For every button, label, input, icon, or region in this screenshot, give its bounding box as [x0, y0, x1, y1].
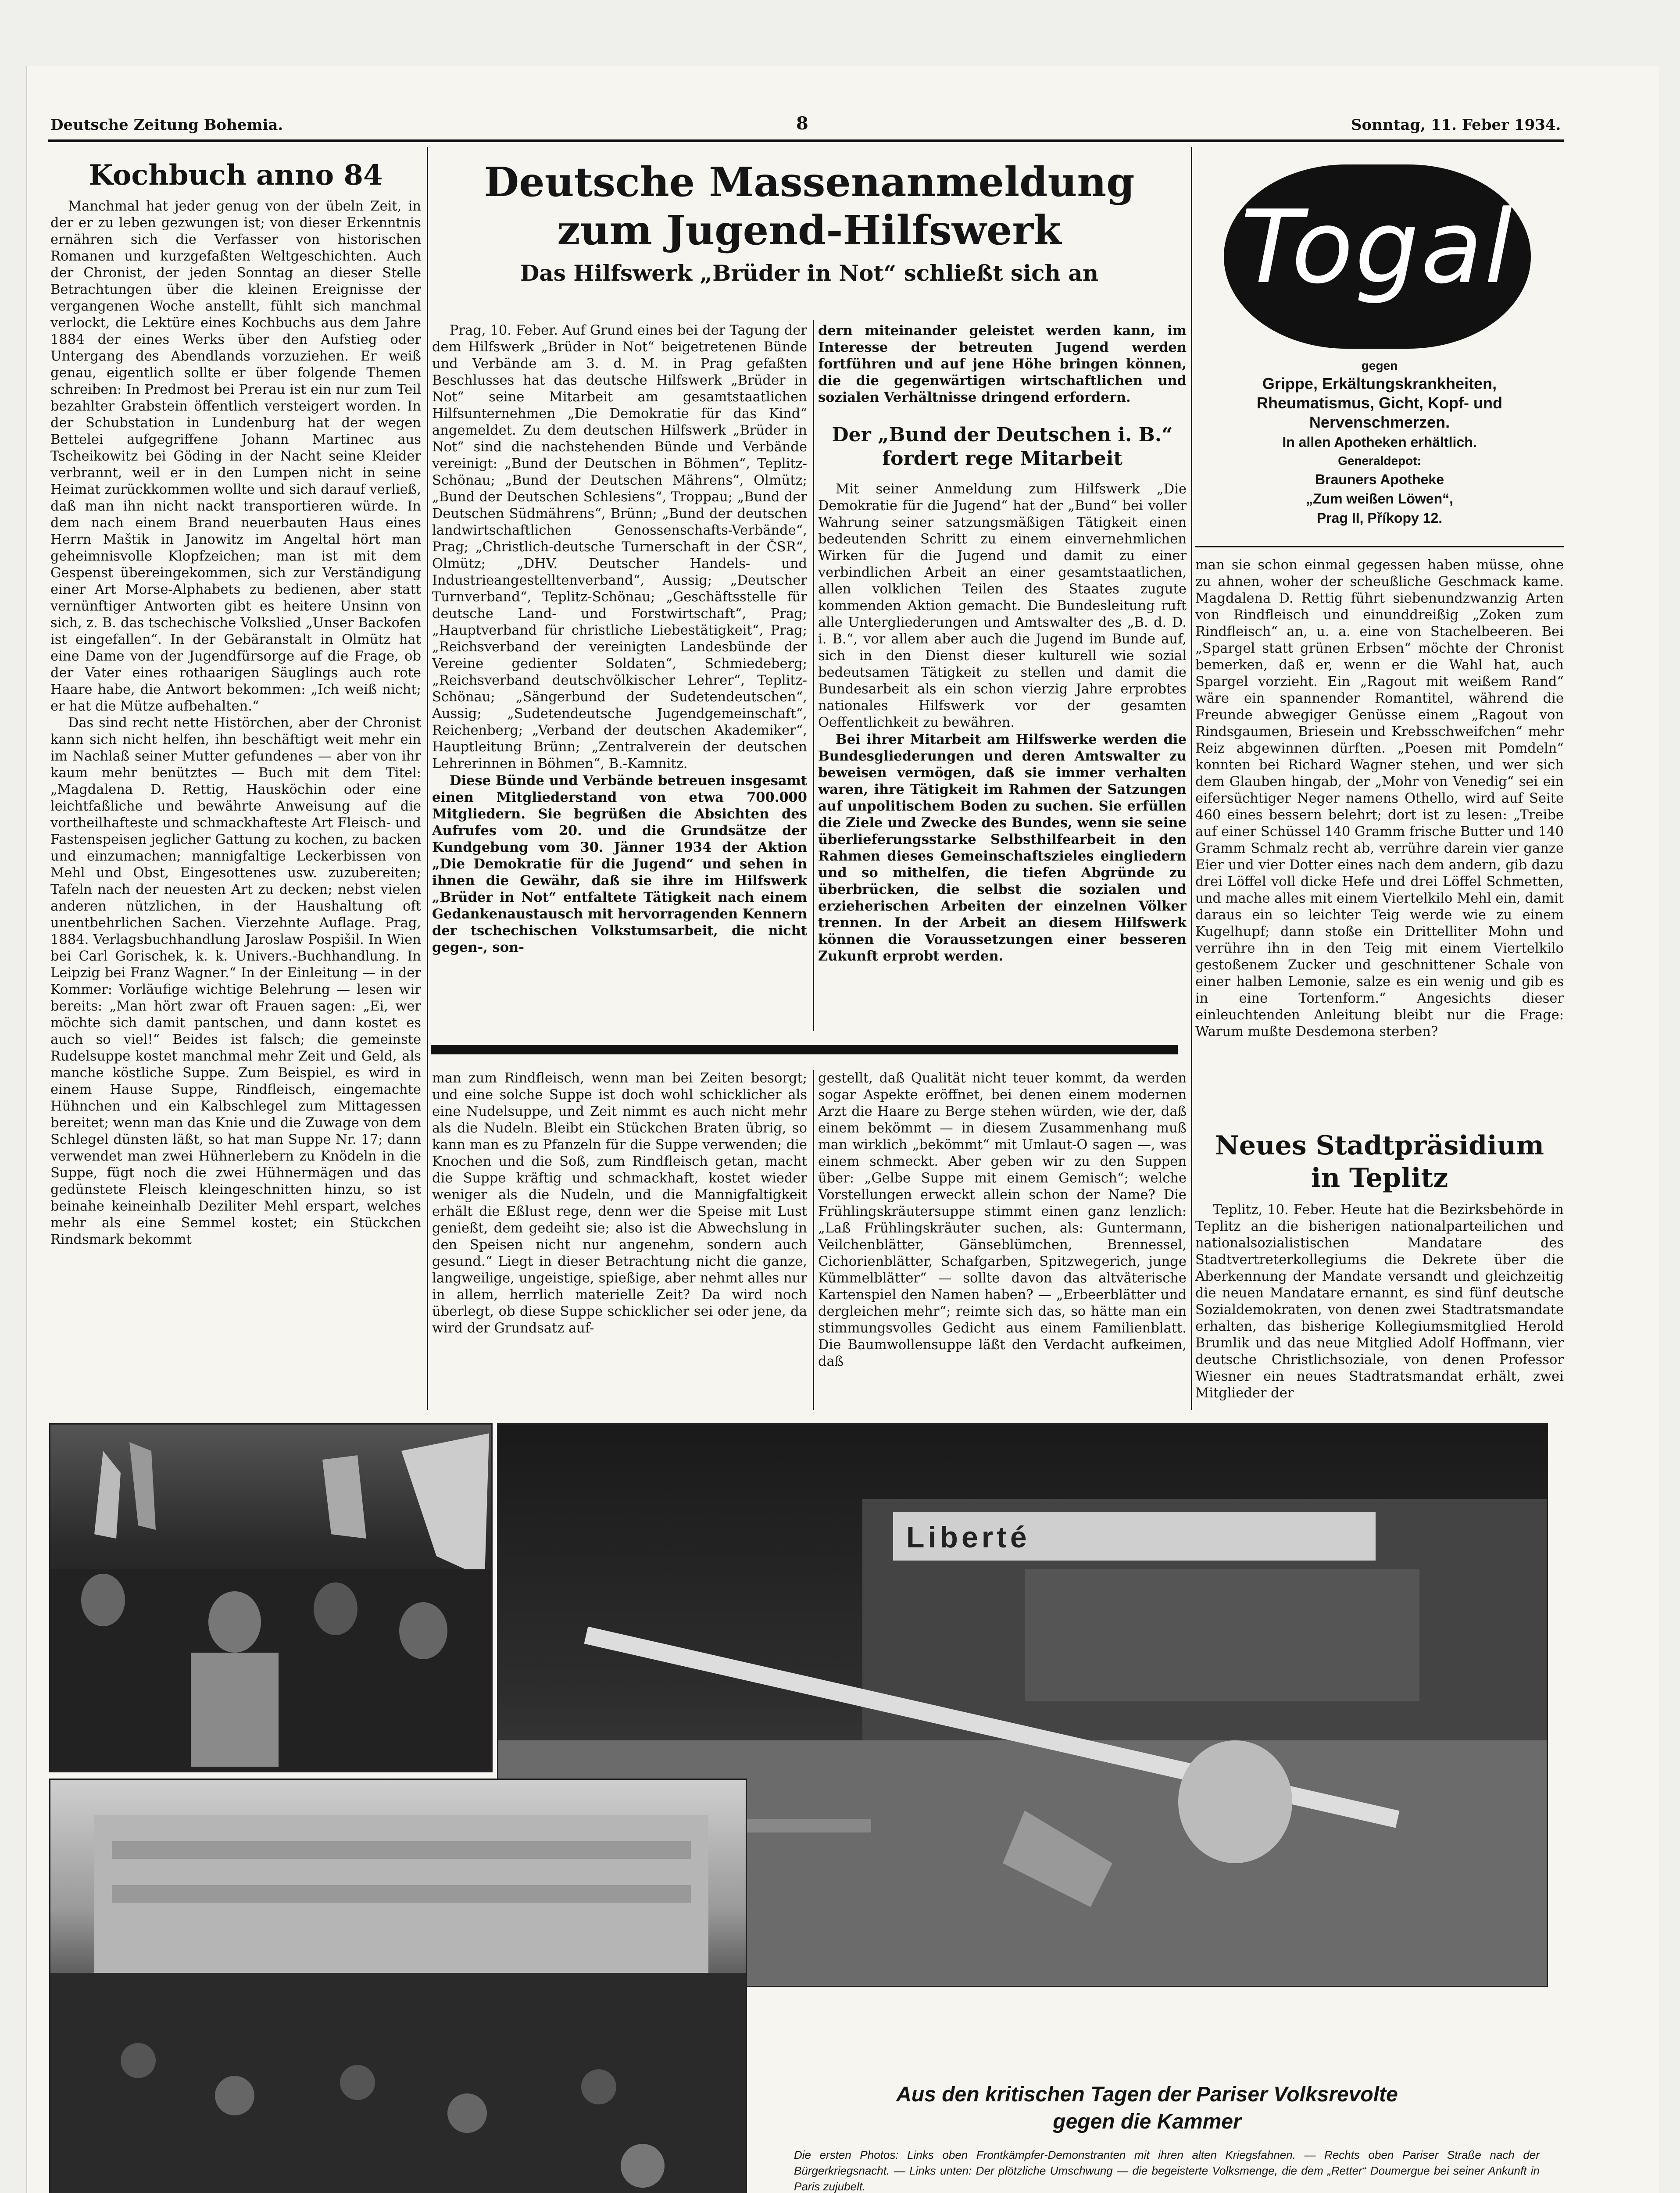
article-divider-bar	[431, 1045, 1178, 1054]
massen-column-2	[818, 322, 1187, 1042]
teplitz-title-2: in Teplitz	[1311, 1163, 1448, 1193]
bund-text-2: Bei ihrer Mitarbeit am Hilfswerke werden die Bundesgliederungen und deren Amtswalter zu beweisen vermögen, daß sie immer verhalten waren, ihre Tätigkeit im Rahmen der Satzungen auf unpolitischem Boden zu suchen. Sie erfüllen die Ziele und Zwecke des Bundes, wenn sie seine überlieferungsstarke Selbsthilfearbeit in den Rahmen dieses Gemeinschaftszieles eingliedern und so mithelfen, die tiefen Abgründe zu überbrücken, die selbst die sozialen und erzieherischen Arbeiten der einzelnen Völker trennen. In der Arbeit an diesem Hilfswerk können die Voraussetzungen einer besseren Zukunft erprobt werden.	[818, 732, 1187, 964]
massen-column-1	[432, 322, 807, 1042]
ad-line: Prag II, Příkopy 12.	[1316, 510, 1443, 526]
massen-title-2: zum Jugend-Hilfswerk	[557, 207, 1062, 254]
liberte-sign: Liberté	[906, 1521, 1030, 1554]
massen-title-1: Deutsche Massenanmeldung	[484, 158, 1135, 206]
photo-caption-title	[754, 2081, 1540, 2136]
teplitz-article	[1195, 1202, 1564, 1410]
header-rule	[48, 139, 1564, 142]
ad-line: Nervenschmerzen.	[1309, 413, 1450, 431]
kochbuch-continued-2	[818, 1070, 1187, 1410]
kochbuch-title: Kochbuch anno 84	[89, 159, 383, 192]
ad-line: Generaldepot:	[1338, 454, 1421, 468]
togal-brand: Togal	[1240, 189, 1514, 306]
togal-ad-text	[1195, 357, 1564, 528]
kochbuch-text-2: Das sind recht nette Histörchen, aber der Chronist kann sich nicht helfen, ihn beschäftigt weit mehr ein im Nachlaß seiner Mutter gefundenes — aber von ihr kaum mehr benütztes — Buch mit dem Titel: „Magdalena D. Rettig, Hausköchin oder eine leichtfaßliche und bewährte Anweisung auf die vortheilhafteste und schmackhafteste Art Fleisch- und Fastenspeisen jeglicher Gattung zu kochen, zu backen und einzumachen; mannigfaltige Leckerbissen von Mehl und Obst, Eingesottenes usw. zuzubereiten; Tafeln nach der neuesten Art zu decken; nebst vielen anderen nützlichen, in der Haushaltung oft unentbehrlichen Sachen. Vierzehnte Auflage. Prag, 1884. Verlagsbuchhandlung Jaroslaw Pospišil. In Wien bei Carl Gorischek, k. k. Univers.-Buchhandlung. In Leipzig bei Franz Wagner.“ In der Einleitung — in der Kommer: Vorläufige wichtige Belehrung — lesen wir bereits: „Man hört zwar oft Frauen sagen: „Ei, wer möchte sich damit pantschen, und dann kostet es auch so viel!“ Beides ist falsch; die gemeinste Rudelsuppe kostet manchmal mehr Zeit und Geld, als manche köstliche Suppe. Zum Beispiel, es wird in einem Hause Suppe, Rindfleisch, eingemachte Hühnchen und ein Kalbschlegel zum Mittagessen bereitet; wenn man das Knie und die Zuwage von dem Schlegel dünsten läßt, so hat man Suppe Nr. 17; dann verwendet man zwei Hühnerlebern zu Knödeln in die Suppe, fügt noch die zwei Hühnermägen und das gedünstete Fleisch kleingeschnitten hinzu, so ist beinahe keineinhalb Deziliter Mehl erspart, welches mehr als eine Semmel kostet; ein Stückchen Rindsmark bekommt	[50, 715, 421, 1247]
ad-line: Brauners Apotheke	[1315, 471, 1444, 487]
ad-line: gegen	[1361, 359, 1398, 372]
bund-subtitle-1: Der „Bund der Deutschen i. B.“	[832, 424, 1173, 446]
massen-text-1b: Diese Bünde und Verbände betreuen insgesamt einen Mitgliederstand von etwa 700.000 Mitgliedern. Sie begrüßen die Absichten des Aufrufes vom 20. und die Grundsätze der Kundgebung vom 30. Jänner 1934 der Aktion „Die Demokratie für die Jugend“ und sehen in ihnen die Gewähr, daß sie ihre im Hilfswerk „Brüder in Not“ entfaltete Tätigkeit nach einem Gedankenaustausch mit hervorragenden Kennern der tschechischen Volkstumsarbeit, die nicht gegen-, son-	[432, 773, 807, 955]
bund-subtitle-2: fordert rege Mitarbeit	[882, 447, 1122, 470]
ad-line: In allen Apotheken erhältlich.	[1282, 434, 1477, 450]
ad-line: „Zum weißen Löwen“,	[1305, 491, 1453, 507]
kochbuch-cont-text-1: man zum Rindfleisch, wenn man bei Zeiten besorgt; und eine solche Suppe ist doch wohl schicklicher als eine Nudelsuppe, und Zeit nimmt es auch nicht mehr als die Nudeln. Bleibt ein Stückchen Braten übrig, so kann man es zu Pfanzeln für die Suppe verwenden; die Knochen und die Soß, zum Rindfleisch getan, macht die Suppe kräftig und schmackhaft, kostet wieder weniger als die Nudeln, und die Mannigfaltigkeit erhält die Eßlust rege, denn wer die Speise mit Lust genießt, dem gedeiht sie; also ist die Abwechslung in den Speisen nicht nur angenehm, sondern auch gesund.“ Liegt in dieser Betrachtung nicht die ganze, langweilige, ungeistige, spießige, aber nehmt alles nur in allem, herrlich materielle Zeit? Da wird noch überlegt, ob diese Suppe schicklicher sei oder jene, da wird der Grundsatz auf-	[432, 1071, 807, 1336]
kochbuch-continued-3	[1195, 557, 1564, 1107]
issue-date: Sonntag, 11. Feber 1934.	[1351, 116, 1561, 134]
photo-caption-text: Die ersten Photos: Links oben Frontkämpfer-Demonstranten mit ihren alten Kriegsfahnen. — Rechts oben Pariser Straße nach der Bürgerkriegsnacht. — Links unten: Der plötzliche Umschwung — die begeisterte Volksmenge, die dem „Retter“ Doumergue bei seiner Ankunft in Paris zujubelt.	[794, 2148, 1540, 2193]
ad-line: Rheumatismus, Gicht, Kopf- und	[1256, 394, 1502, 412]
column-rule	[427, 147, 428, 1410]
teplitz-headline	[1195, 1129, 1564, 1194]
column-rule	[813, 320, 814, 1031]
kochbuch-article	[50, 158, 421, 1412]
massen-subtitle: Das Hilfswerk „Brüder in Not“ schließt sich an	[520, 260, 1099, 286]
column-rule	[1191, 147, 1192, 1410]
teplitz-text: Teplitz, 10. Feber. Heute hat die Bezirksbehörde in Teplitz an die bisherigen nationalparteilichen und nationalsozialistischen Mandatare des Stadtvertreterkollegiums die Dekrete über die Aberkennung der Mandate versandt und gleichzeitig die neuen Mandatare ernannt, es sind fünf deutsche Sozialdemokraten, von denen zwei Stadtratsmandate erhalten, das bisherige Kollegiumsmitglied Herold Brumlik und das neue Mitglied Adolf Hoffmann, vier deutsche Christlichsoziale, von denen Professor Wiesner ein neues Stadtratsmandat erhält, zwei Mitglieder der	[1195, 1202, 1564, 1401]
photo-crowd	[49, 1779, 747, 2193]
ad-line: Grippe, Erkältungskrankheiten,	[1262, 375, 1497, 393]
teplitz-title-1: Neues Stadtpräsidium	[1215, 1130, 1544, 1161]
photo-flag-demonstrators	[49, 1423, 493, 1772]
kochbuch-cont-text-2: gestellt, daß Qualität nicht teuer kommt, da werden sogar Aspekte eröffnet, bei denen einem modernen Arzt die Haare zu Berge stehen würden, wie der, daß einem bekömmt — in diesem Zusammenhang muß man wirklich „bekömmt“ mit Umlaut-O sagen —, was einem schmeckt. Aber geben wir zu den Suppen über: „Gelbe Suppe mit einem Gemisch“; welche Vorstellungen erweckt allein schon der Name? Die Frühlingskräutersuppe stimmt einen ganz lenzlich: „Laß Frühlingskräuter suchen, als: Guntermann, Veilchenblätter, Gänseblümchen, Brennessel, Cichorienblätter, Schafgarben, Spitzwegerich, junge Kümmelblätter“ — sollte davon das altväterische Kartenspiel den Namen haben? — „Erbeerblätter und dergleichen mehr“; reimte sich das, so hätte man ein stimmungsvolles Gedicht aus einem Familienblatt. Die Baumwollensuppe läßt den Verdacht aufkeimen, daß	[818, 1071, 1187, 1369]
page-number: 8	[796, 113, 808, 134]
kochbuch-text: Manchmal hat jeder genug von der übeln Zeit, in der er zu leben gezwungen ist; von dieser Erkenntnis ernähren sich die Verfasser von historischen Romanen und kurzgefaßten Weltgeschichten. Auch der Chronist, der jeden Sonntag an dieser Stelle Betrachtungen über die kleinen Ereignisse der vergangenen Woche anstellt, fühlt sich manchmal verlockt, die Lektüre eines Kochbuchs aus dem Jahre 1884 der eines Werks über den Aufstieg oder Untergang des Abendlands vorzuziehen. Er weiß genau, eigentlich sollte er über folgende Themen schreiben: In Predmost bei Prerau ist ein nur zum Teil bezahlter Grabstein öffentlich versteigert worden. In der Schubstation in Lundenburg hat der wegen Bettelei aufgegriffene Johann Martinec aus Tscheikowitz bei Göding in der Nacht seine Kleider verbrannt, weil er in den Lumpen nicht in seine Heimat zurückkommen wollte und sich darauf verließ, daß man ihn nicht nackt transportieren würde. In dem nach einem Brand neuerbauten Haus eines Herrn Maštik in Janowitz im Angeltal hört man geheimnisvolle Klopfzeichen; man ist mit dem Gespenst übereingekommen, sich zur Verständigung einer Art Morse-Alphabets zu bedienen, aber statt vernünftiger Antworten gibt es heitere Unsinn von sich, z. B. das tschechische Volkslied „Unser Backofen ist eingefallen“. In der Gebäranstalt in Olmütz hat eine Dame von der Jugendfürsorge auf die Frage, ob der Vater eines rothaarigen Säuglings auch rote Haare habe, die Antwort bekommen: „Ich weiß nicht; er hat die Mütze aufbehalten.“	[50, 199, 421, 714]
column-rule	[813, 1070, 814, 1410]
togal-logo	[1224, 164, 1531, 349]
massen-text-2: dern miteinander geleistet werden kann, im Interesse der betreuten Jugend werden fortführen und auf jene Höhe bringen können, die die gegenwärtigen wirtschaftlichen und sozialen Verhältnisse dringend erfordern.	[818, 323, 1187, 405]
paper-name: Deutsche Zeitung Bohemia.	[50, 116, 283, 134]
bund-text-1: Mit seiner Anmeldung zum Hilfswerk „Die Demokratie für die Jugend“ hat der „Bund“ bei voller Wahrung seiner satzungsmäßigen Tätigkeit einen bedeutenden Schritt zu einem einvernehmlichen Wirken für die Jugend und damit zu einer verbindlichen Arbeit an einer gesamtstaatlichen, allen volklichen Teilen des Staates zugute kommenden Aktion gemacht. Die Bundesleitung ruft alle Untergliederungen und Amtswalter des „B. d. D. i. B.“, vor allem aber auch die Jugend im Bunde auf, sich in den Dienst dieser kulturell wie sozial bedeutsamen Tätigkeit zu stellen und damit die Bundesarbeit als ein schon vierzig Jahre erprobtes nationales Hilfswerk vor der gesamten Oeffentlichkeit zu bewähren.	[818, 482, 1187, 730]
massen-text-1: Prag, 10. Feber. Auf Grund eines bei der Tagung der dem Hilfswerk „Brüder in Not“ beigetretenen Bünde und Verbände am 3. d. M. in Prag gefaßten Beschlusses hat das deutsche Hilfswerk „Brüder in Not“ seine Mitarbeit am gesamtstaatlichen Hilfsunternehmen „Die Demokratie für das Kind“ angemeldet. Zu dem deutschen Hilfswerk „Brüder in Not“ sind die nachstehenden Bünde und Verbände vereinigt: „Bund der Deutschen in Böhmen“, Teplitz-Schönau; „Bund der Deutschen Mährens“, Olmütz; „Bund der Deutschen Schlesiens“, Troppau; „Bund der Deutschen Südmährens“, Brünn; „Bund der deutschen landwirtschaftlichen Genossenschafts-Verbände“, Prag; „Christlich-deutsche Turnerschaft in der ČSR“, Olmütz; „DHV. Deutscher Handels- und Industrieangestelltenverband“, Aussig; „Deutscher Turnverband“, Teplitz-Schönau; „Geschäftsstelle für deutsche Land- und Forstwirtschaft“, Prag; „Hauptverband für christliche Liebestätigkeit“, Prag; „Reichsverband der vereinigten Landesbünde der Vereine gedienter Soldaten“, Schmiedeberg; „Reichsverband deutschvölkischer Lehrer“, Teplitz-Schönau; „Sängerbund der Sudetendeutschen“, Aussig; „Sudetendeutsche Jugendgemeinschaft“, Reichenberg; „Verband der deutschen Akademiker“, Hauptleitung Brünn; „Zentralverein der deutschen Lehrerinnen in Böhmen“, B.-Kamnitz.	[432, 323, 807, 771]
kochbuch-continued-1	[432, 1070, 807, 1410]
caption-title-1: Aus den kritischen Tagen der Pariser Volksrevolte	[896, 2083, 1398, 2106]
ad-divider	[1195, 546, 1564, 547]
flags-illustration	[50, 1425, 491, 1771]
massen-headline	[432, 158, 1187, 289]
crowd-illustration	[50, 1780, 746, 2193]
caption-title-2: gegen die Kammer	[1053, 2110, 1241, 2133]
kochbuch-cont-text-3: man sie schon einmal gegessen haben müsse, ohne zu ahnen, woher der scheußliche Geschmack kame. Magdalena D. Rettig führt siebenundzwanzig Arten von Rindfleisch und einunddreißig „Zoken zum Rindfleisch“ an, u. a. eine von Stachelbeeren. Bei „Spargel statt grünen Erbsen“ möchte der Chronist bemerken, daß er, wenn er die Wahl hat, auch Spargel vorzieht. Ein „Ragout mit weißem Rand“ wäre ein spannender Romantitel, während die Freunde abwegiger Genüsse einem „Ragout von Rindsgaumen, Briesein und Krebsschweifchen“ mehr Reiz abgewinnen dürften. „Poesen mit Pomdeln“ konnten bei Richard Wagner stehen, und wer sich dem Glauben hingab, der „Mohr von Venedig“ sei ein eifersüchtiger Neger namens Othello, wird auf Seite 460 eines bessern belehrt; dort ist zu lesen: „Treibe auf einer Schüssel 140 Gramm frische Butter und 140 Gramm Schmalz recht ab, verrühre darein vier ganze Eier und vier Dotter eines nach dem andern, gib dazu drei Löffel voll dicke Hefe und drei Löffel Schmetten, und mache alles mit einem Viertelkilo Mehl ein, damit daraus ein so leichter Teig werde wie zu einem Kugelhupf; dann stoße ein Drittelliter Mohn und verrühre ihn in den Teig mit einem Viertelkilo gestoßenem Zucker und geschnittener Schale von einer halben Lemonie, salze es ein wenig und gib es in eine Tortenform.“ Angesichts dieser einleuchtenden Anleitung bleibt nur die Frage: Warum mußte Desdemona sterben?	[1195, 557, 1564, 1039]
